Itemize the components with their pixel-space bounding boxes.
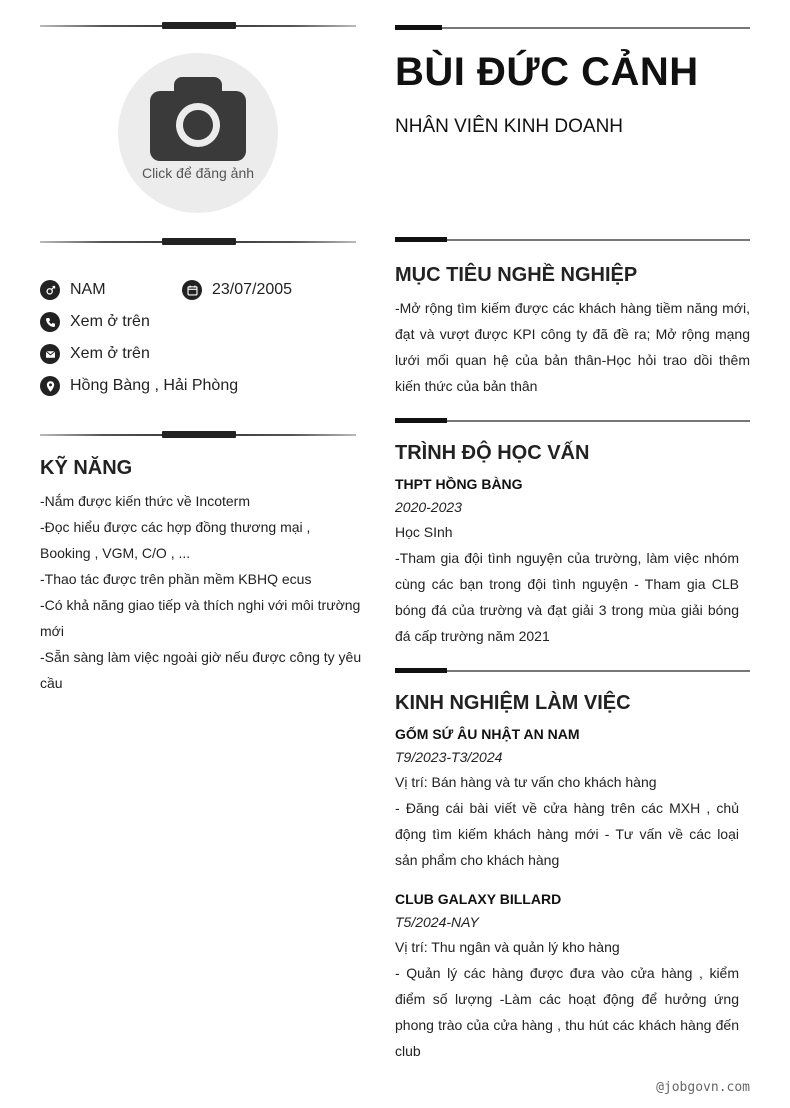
education-period: 2020-2023 — [395, 499, 462, 515]
skills-line: -Có khả năng giao tiếp và thích nghi với môi trường — [40, 597, 361, 613]
objective-text: -Mở rộng tìm kiếm được các khách hàng tiềm năng mới, đạt và vượt được KPI công ty đã đề ra; Mở rộng mạng lưới mối quan hệ của bản thân-Học hỏi trao dồi thêm kiến thức của bản thân — [395, 300, 750, 394]
skills-line: mới — [40, 623, 64, 639]
skills-line: cầu — [40, 675, 63, 691]
address-row — [40, 375, 238, 397]
skills-line: -Đọc hiểu được các hợp đồng thương mại , — [40, 519, 311, 535]
gender-icon — [40, 280, 60, 300]
skills-line: -Nắm được kiến thức về Incoterm — [40, 493, 250, 509]
address-value: Hồng Bàng , Hải Phòng — [70, 377, 239, 394]
education-description: -Tham gia đội tình nguyện của trường, làm việc nhóm cùng các bạn trong đội tình nguyện - Tham gia CLB bóng đá của trường và đạt giải 3 trong mùa giải bóng đá cấp trường năm 2021 — [395, 550, 739, 644]
right-divider-objective — [395, 236, 750, 244]
education-status: Học SInh — [395, 524, 453, 540]
job-position: Vị trí: Thu ngân và quản lý kho hàng — [395, 939, 620, 955]
candidate-name: BÙI ĐỨC CẢNH — [395, 50, 699, 94]
gender-row — [40, 279, 106, 301]
skills-line: Booking , VGM, C/O , ... — [40, 545, 191, 561]
job-description: - Đăng cái bài viết về cửa hàng trên các MXH , chủ động tìm kiếm khách hàng mới - Tư vấn về các loại sản phẩm cho khách hàng — [395, 800, 739, 868]
skills-line: -Thao tác được trên phần mềm KBHQ ecus — [40, 571, 312, 587]
job-company: CLUB GALAXY BILLARD — [395, 891, 562, 907]
left-divider-top — [40, 19, 356, 33]
photo-caption: Click để đăng ảnh — [141, 165, 255, 181]
right-divider-experience — [395, 667, 750, 675]
left-divider-skills — [40, 428, 356, 442]
job-period: T9/2023-T3/2024 — [395, 749, 503, 765]
email-row — [40, 343, 150, 365]
location-pin-icon — [40, 376, 60, 396]
school-name: THPT HỒNG BÀNG — [395, 476, 523, 492]
phone-value: Xem ở trên — [70, 313, 150, 330]
calendar-icon — [182, 280, 202, 300]
profile-photo-upload[interactable] — [118, 53, 278, 213]
education-title: TRÌNH ĐỘ HỌC VẤN — [395, 442, 590, 464]
job-title: NHÂN VIÊN KINH DOANH — [395, 116, 624, 137]
gender-value: NAM — [70, 281, 106, 298]
job-period: T5/2024-NAY — [395, 914, 479, 930]
job-position: Vị trí: Bán hàng và tư vấn cho khách hàng — [395, 774, 657, 790]
skills-line: -Sẵn sàng làm việc ngoài giờ nếu được công ty yêu — [40, 649, 362, 665]
email-value: Xem ở trên — [70, 345, 150, 362]
right-divider-education — [395, 417, 750, 425]
objective-title: MỤC TIÊU NGHỀ NGHIỆP — [395, 264, 638, 286]
job-description: - Quản lý các hàng được đưa vào cửa hàng , kiểm điểm số lượng -Làm các hoạt động để hưởng ứng phong trào của cửa hàng , thu hút các khách hàng đến club — [395, 965, 739, 1059]
phone-icon — [40, 312, 60, 332]
camera-icon — [150, 77, 246, 161]
birthday-row — [182, 279, 292, 301]
phone-row — [40, 311, 150, 333]
experience-title: KINH NGHIỆM LÀM VIỆC — [395, 692, 631, 714]
left-divider-info — [40, 235, 356, 249]
job-company: GỐM SỨ ÂU NHẬT AN NAM — [395, 726, 580, 742]
right-divider-top — [395, 24, 750, 32]
skills-title: KỸ NĂNG — [40, 457, 133, 479]
watermark: @jobgovn.com — [656, 1080, 750, 1095]
envelope-icon — [40, 344, 60, 364]
birthday-value: 23/07/2005 — [212, 281, 293, 298]
